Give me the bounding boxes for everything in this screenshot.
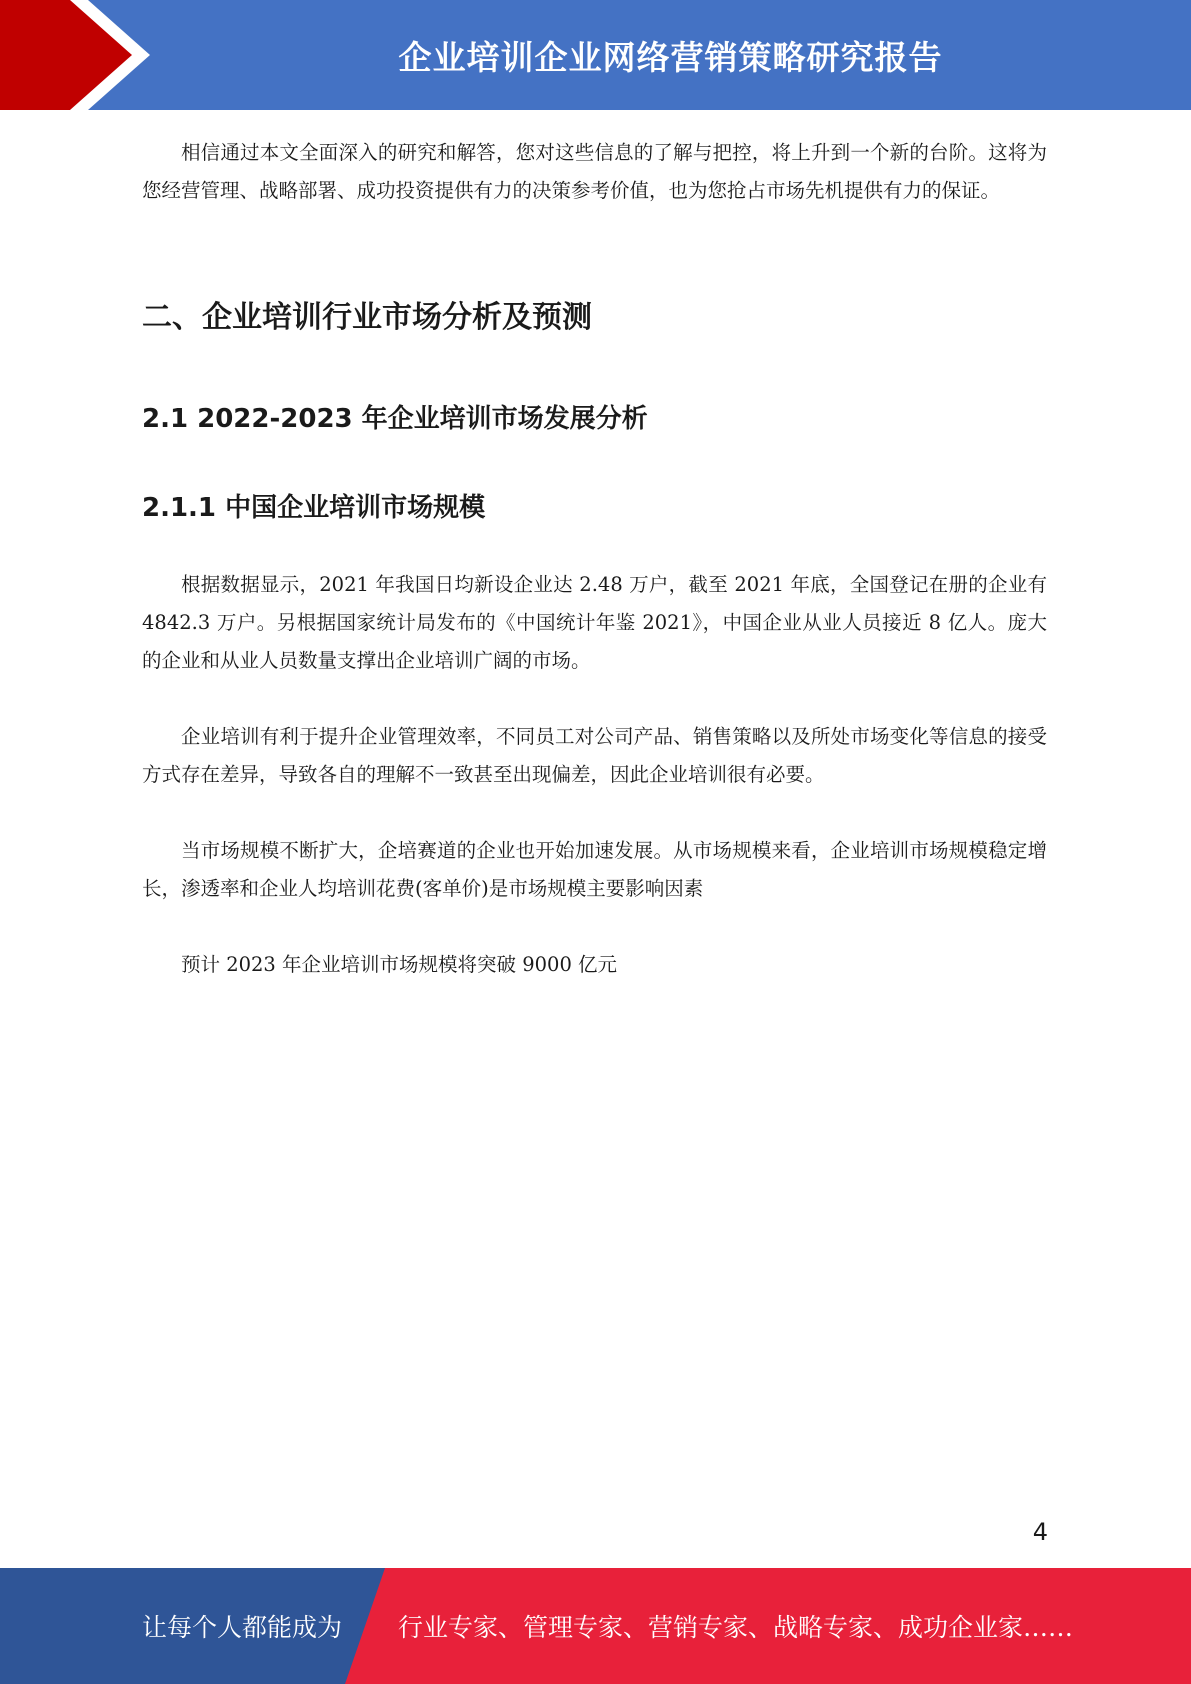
header-title: 企业培训企业网络营销策略研究报告 bbox=[398, 37, 943, 77]
footer-slogan-left: 让每个人都能成为 bbox=[142, 1613, 343, 1642]
page-number: 4 bbox=[1032, 1518, 1048, 1546]
section-title: 二、企业培训行业市场分析及预测 bbox=[142, 300, 592, 335]
paragraph-market-growth: 当市场规模不断扩大，企培赛道的企业也开始加速发展。从市场规模来看，企业培训市场规模稳定增长，渗透率和企业人均培训花费(客单价)是市场规模主要影响因素 bbox=[142, 839, 1047, 900]
subsubsection-title: 2.1.1 中国企业培训市场规模 bbox=[142, 493, 486, 523]
header-banner bbox=[0, 0, 1191, 110]
paragraph-forecast: 预计 2023 年企业培训市场规模将突破 9000 亿元 bbox=[181, 953, 618, 976]
footer-banner bbox=[0, 1568, 1191, 1684]
subsection-title: 2.1 2022-2023 年企业培训市场发展分析 bbox=[142, 404, 648, 434]
intro-paragraph: 相信通过本文全面深入的研究和解答，您对这些信息的了解与把控，将上升到一个新的台阶。这将为您经营管理、战略部署、成功投资提供有力的决策参考价值，也为您抢占市场先机提供有力的保证。 bbox=[142, 141, 1047, 202]
paragraph-market-data: 根据数据显示，2021 年我国日均新设企业达 2.48 万户，截至 2021 年底，全国登记在册的企业有 4842.3 万户。另根据国家统计局发布的《中国统计年鉴 2021》，中国企业从业人员接近 8 亿人。庞大的企业和从业人员数量支撑出企业培训广阔的市场。 bbox=[142, 573, 1047, 672]
paragraph-training-need: 企业培训有利于提升企业管理效率，不同员工对公司产品、销售策略以及所处市场变化等信息的接受方式存在差异，导致各自的理解不一致甚至出现偏差，因此企业培训很有必要。 bbox=[142, 725, 1047, 786]
footer-slogan-right: 行业专家、管理专家、营销专家、战略专家、成功企业家…… bbox=[398, 1613, 1074, 1642]
